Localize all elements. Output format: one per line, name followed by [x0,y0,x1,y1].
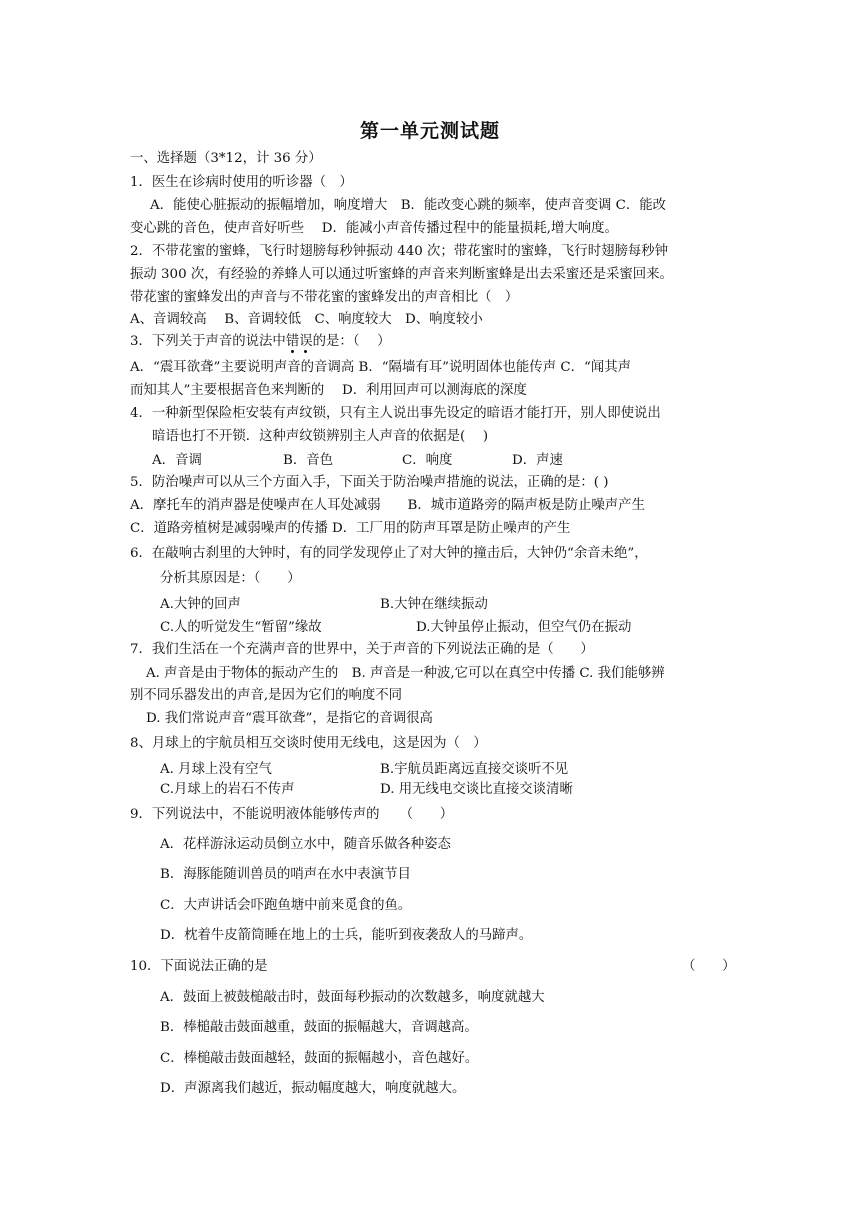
q6-line1: 6．在敲响古刹里的大钟时，有的同学发现停止了对大钟的撞击后，大钟仍“余音未绝”， [130,546,648,561]
q7-options-line1: A. 声音是由于物体的振动产生的 B. 声音是一种波,它可以在真空中传播 C. 我们能够辨 [146,666,665,681]
q4-option-c: C．响度 [402,453,453,468]
q6-option-d: D.大钟虽停止振动，但空气仍在振动 [416,620,632,635]
q4-option-b: B．音色 [283,453,334,468]
q9-option-c: C．大声讲话会吓跑鱼塘中前来觅食的鱼。 [160,898,412,913]
q10-stem: 10．下面说法正确的是 [130,959,268,974]
q8-option-c: C.月球上的岩石不传声 [160,782,295,797]
q10-option-d: D．声源离我们越近，振动幅度越大，响度就越大。 [160,1081,466,1096]
q6-option-c: C.人的听觉发生“暂留”缘故 [160,620,322,635]
q7-options-line2: 别不同乐器发出的声音,是因为它们的响度不同 [130,688,403,703]
q5-stem: 5．防治噪声可以从三个方面入手，下面关于防治噪声措施的说法，正确的是：( ) [130,475,609,490]
q3-options-line1: A．“震耳欲聋”主要说明声音的音调高 B．“隔墙有耳”说明固体也能传声 C．“闻其声 [130,360,631,375]
q6-option-b: B.大钟在继续振动 [380,597,488,612]
q8-option-d: D. 用无线电交谈比直接交谈清晰 [380,782,573,797]
q10-option-b: B．棒槌敲击鼓面越重，鼓面的振幅越大，音调越高。 [160,1020,478,1035]
q4-option-d: D．声速 [512,453,563,468]
q3-emphasis-2: 误 [299,334,313,349]
q10-answer-paren: （ ） [682,959,736,974]
q10-option-c: C．棒槌敲击鼓面越轻，鼓面的振幅越小，音色越好。 [160,1051,479,1066]
q4-option-a: A．音调 [152,453,202,468]
q10-option-a: A．鼓面上被鼓槌敲击时，鼓面每秒振动的次数越多，响度就越大 [160,990,545,1005]
q6-line2: 分析其原因是：（ ） [160,571,301,586]
q5-options-line2: C．道路旁植树是减弱噪声的传播 D．工厂用的防声耳罩是防止噪声的产生 [130,521,571,536]
q8-option-a: A. 月球上没有空气 [160,762,272,777]
q4-line1: 4．一种新型保险柜安装有声纹锁，只有主人说出事先设定的暗语才能打开，别人即使说出 [130,406,661,421]
q3-options-line2: 而知其人”主要根据音色来判断的 D．利用回声可以测海底的深度 [130,383,527,398]
q2-line1: 2．不带花蜜的蜜蜂，飞行时翅膀每秒钟振动 440 次；带花蜜时的蜜蜂，飞行时翅膀每秒钟 [130,244,669,259]
q9-option-b: B．海豚能随训兽员的哨声在水中表演节目 [160,867,411,882]
q3-emphasis-1: 错 [285,334,300,349]
q1-options-line2: 变心跳的音色，使声音好听些 D．能减小声音传播过程中的能量损耗,增大响度。 [130,221,618,236]
section-heading: 一、选择题（3*12，计 36 分） [130,151,322,166]
q2-line3: 带花蜜的蜜蜂发出的声音与不带花蜜的蜜蜂发出的声音相比（ ） [130,290,519,305]
q3-stem-a: 3．下列关于声音的说法中 [130,334,286,349]
q1-stem: 1．医生在诊病时使用的听诊器（ ） [130,175,353,190]
q4-line2: 暗语也打不开锁．这种声纹锁辨别主人声音的依据是( ) [152,429,489,444]
q1-options-line1: A．能使心脏振动的振幅增加，响度增大 B．能改变心跳的频率，使声音变调 C．能改 [150,198,667,213]
q5-options-line1: A．摩托车的消声器是使噪声在人耳处减弱 B．城市道路旁的隔声板是防止噪声产生 [130,498,645,513]
page-title: 第一单元测试题 [359,120,500,142]
q3-stem-b: 的是：（ ） [312,334,391,349]
q6-option-a: A.大钟的回声 [160,597,241,612]
q8-stem: 8、月球上的宇航员相互交谈时使用无线电，这是因为（ ） [130,736,487,751]
q9-option-a: A．花样游泳运动员倒立水中，随音乐做各种姿态 [160,837,451,852]
q2-options: A、音调较高 B、音调较低 C、响度较大 D、响度较小 [130,312,483,327]
q9-stem: 9．下列说法中，不能说明液体能够传声的 （ ） [130,807,454,822]
q7-stem: 7．我们生活在一个充满声音的世界中，关于声音的下列说法正确的是（ ） [130,642,594,657]
q8-option-b: B.宇航员距离远直接交谈听不见 [380,762,569,777]
q7-options-line3: D. 我们常说声音“震耳欲聋”，是指它的音调很高 [146,711,433,726]
q3-stem [130,332,391,352]
q9-option-d: D．枕着牛皮箭筒睡在地上的士兵，能听到夜袭敌人的马蹄声。 [160,928,533,943]
q2-line2: 振动 300 次，有经验的养蜂人可以通过听蜜蜂的声音来判断蜜蜂是出去采蜜还是采蜜回来。 [130,267,673,282]
